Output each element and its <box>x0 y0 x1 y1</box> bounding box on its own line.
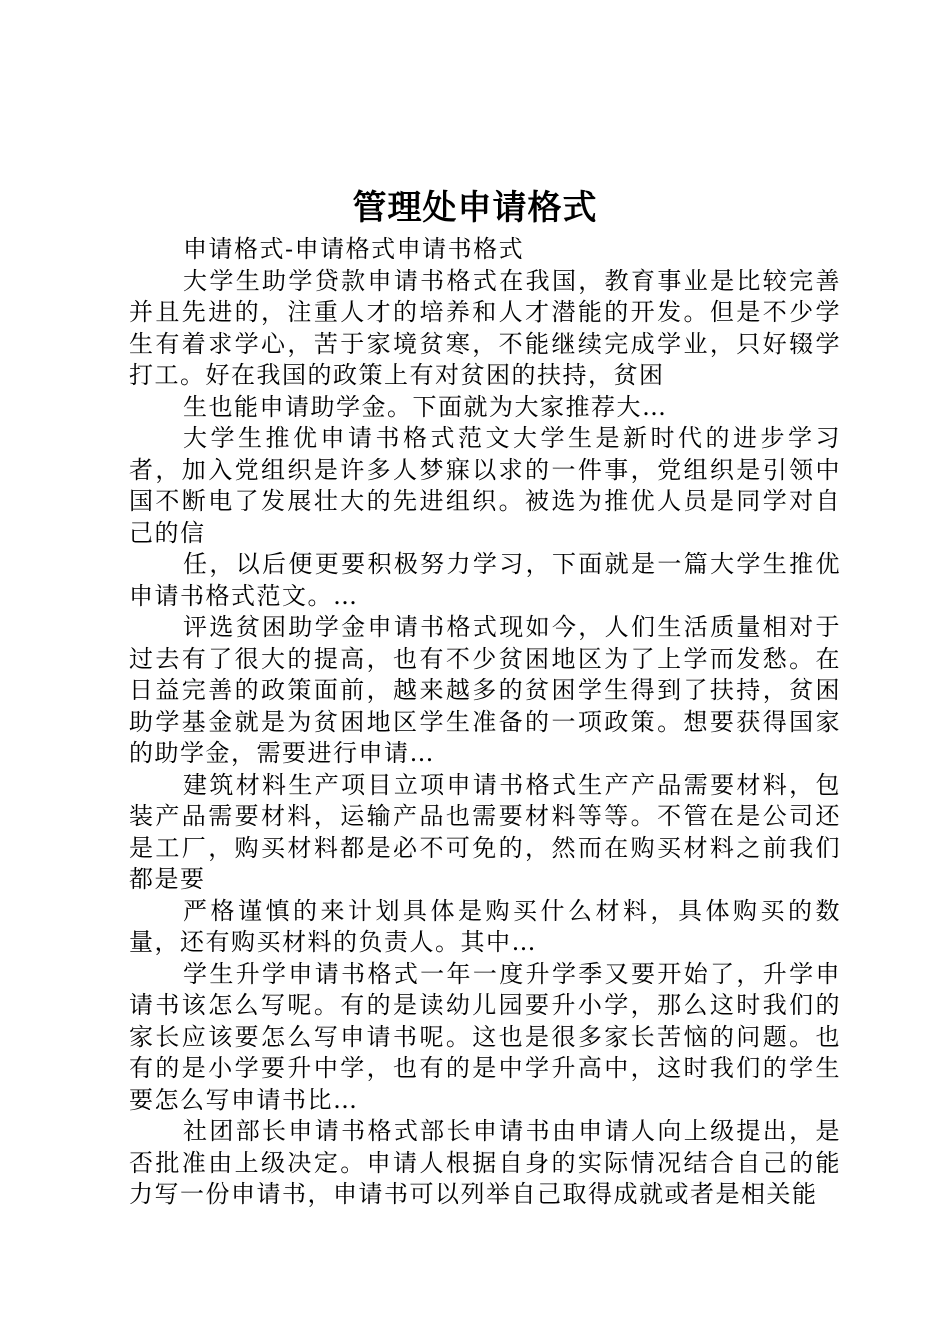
paragraph: 严格谨慎的来计划具体是购买什么材料，具体购买的数量，还有购买材料的负责人。其中… <box>129 896 841 956</box>
paragraph: 大学生助学贷款申请书格式在我国，教育事业是比较完善并且先进的，注重人才的培养和人才潜能的开发。但是不少学生有着求学心，苦于家境贫寒，不能继续完成学业，只好辍学打工。好在我国的政策上有对贫困的扶持，贫困 <box>129 266 841 389</box>
paragraph: 大学生推优申请书格式范文大学生是新时代的进步学习者，加入党组织是许多人梦寐以求的一件事，党组织是引领中国不断电了发展壮大的先进组织。被选为推优人员是同学对自己的信 <box>129 424 841 547</box>
paragraph: 申请格式-申请格式申请书格式 <box>183 235 525 263</box>
paragraph: 学生升学申请书格式一年一度升学季又要开始了，升学申请书该怎么写呢。有的是读幼儿园要升小学，那么这时我们的家长应该要怎么写申请书呢。这也是很多家长苦恼的问题。也有的是小学要升中学，也有的是中学升高中，这时我们的学生要怎么写申请书比… <box>129 959 841 1114</box>
paragraph: 评选贫困助学金申请书格式现如今，人们生活质量相对于过去有了很大的提高，也有不少贫困地区为了上学而发愁。在日益完善的政策面前，越来越多的贫困学生得到了扶持，贫困助学基金就是为贫困地区学生准备的一项政策。想要获得国家的助学金，需要进行申请… <box>129 613 841 767</box>
paragraph: 生也能申请助学金。下面就为大家推荐大… <box>183 392 668 421</box>
document-title: 管理处申请格式 <box>352 188 598 228</box>
paragraph: 社团部长申请书格式部长申请书由申请人向上级提出，是否批准由上级决定。申请人根据自身的实际情况结合自己的能力写一份申请书，申请书可以列举自己取得成就或者是相关能 <box>129 1117 841 1208</box>
paragraph: 任，以后便更要积极努力学习，下面就是一篇大学生推优申请书格式范文。… <box>129 550 841 610</box>
paragraph: 建筑材料生产项目立项申请书格式生产产品需要材料，包装产品需要材料，运输产品也需要材料等等。不管在是公司还是工厂，购买材料都是必不可免的，然而在购买材料之前我们都是要 <box>129 770 841 893</box>
document-body <box>129 234 841 1211</box>
